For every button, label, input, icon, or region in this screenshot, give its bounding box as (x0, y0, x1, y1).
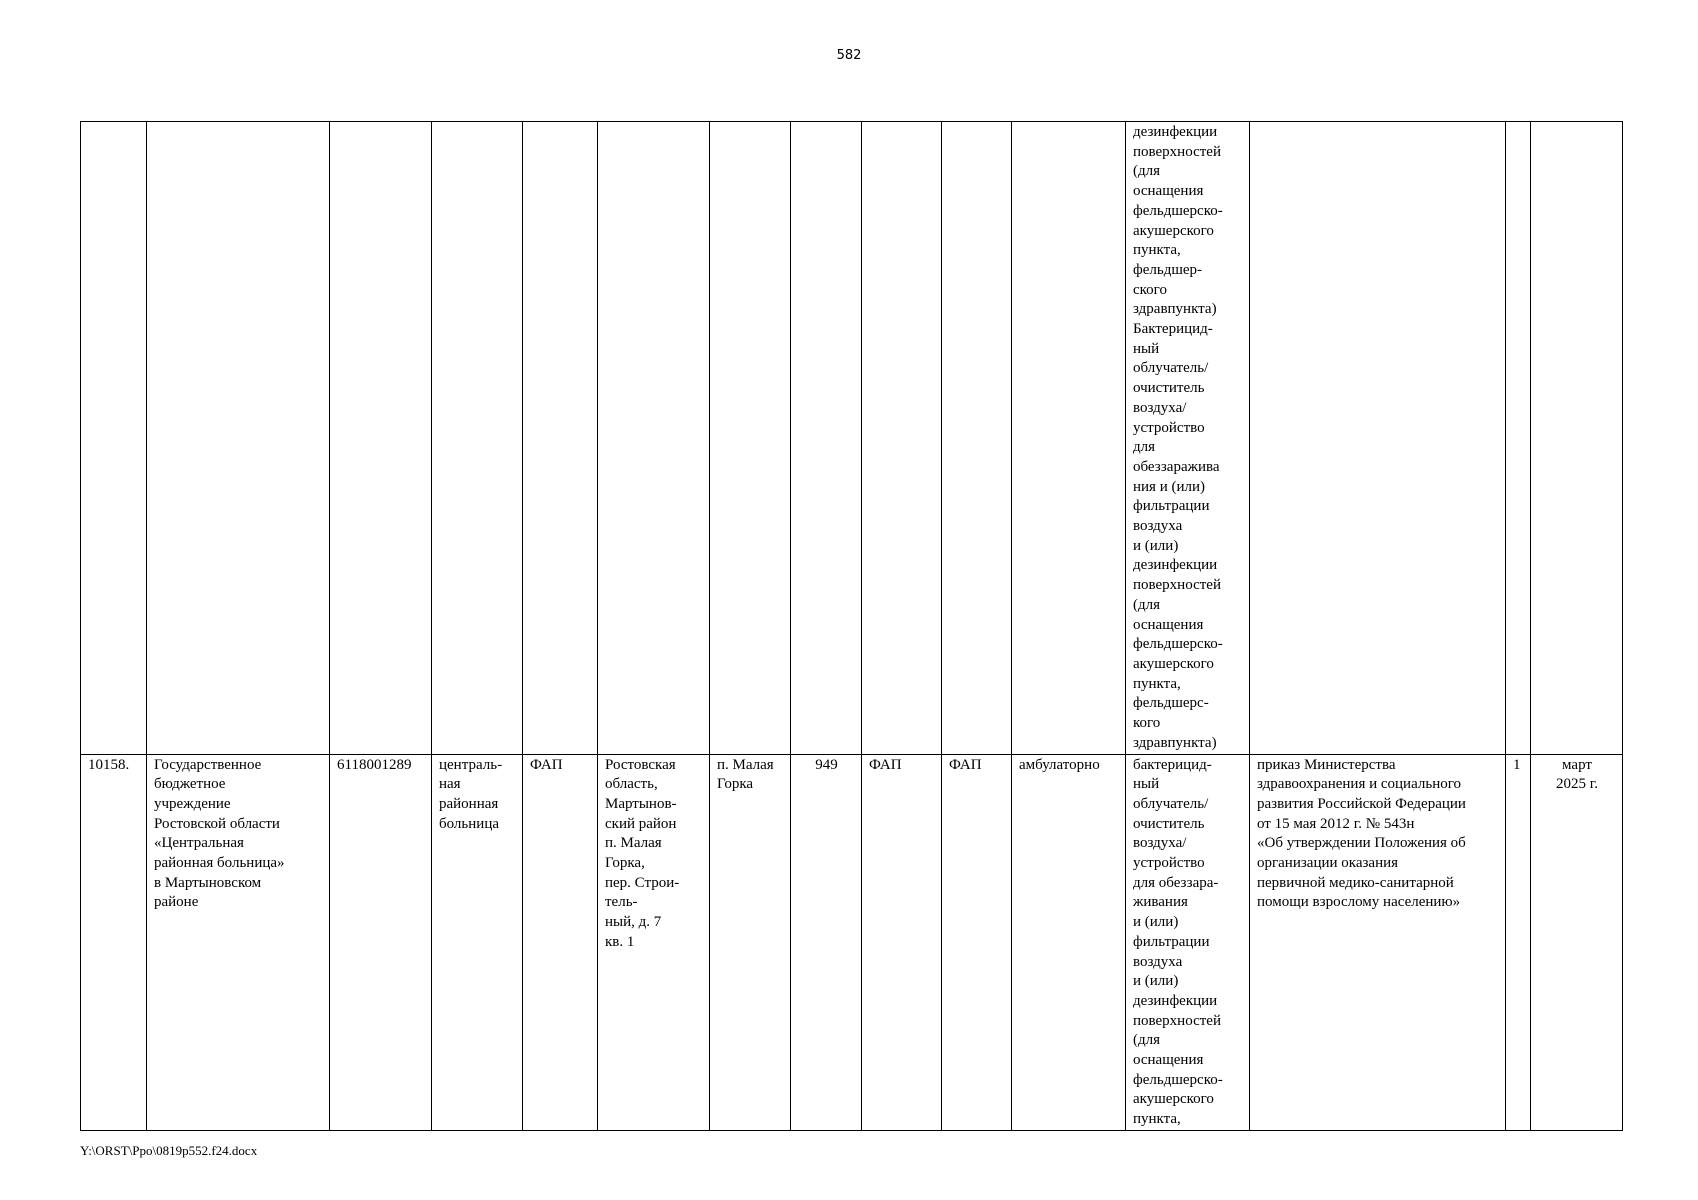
cell-inn (330, 122, 432, 755)
cell-regulation (1250, 122, 1506, 755)
data-table (80, 121, 1623, 1131)
cell-unit-type: ФАП (523, 754, 598, 1130)
cell-deadline (1531, 122, 1623, 755)
cell-org-type (432, 122, 523, 755)
cell-organization: Государственное бюджетное учреждение Ростовской области «Центральная районная больница» в Мартыновском районе (147, 754, 330, 1130)
cell-deadline: март 2025 г. (1531, 754, 1623, 1130)
cell-regulation: приказ Министерства здравоохранения и социального развития Российской Федерации от 15 мая 2012 г. № 543н «Об утверждении Положения об организации оказания первичной медико-санитарной помощи взрослому населению» (1250, 754, 1506, 1130)
cell-care-form (1012, 122, 1126, 755)
cell-unit-current: ФАП (862, 754, 942, 1130)
cell-population: 949 (791, 754, 862, 1130)
cell-organization (147, 122, 330, 755)
page-number: 582 (836, 48, 862, 63)
cell-inn: 6118001289 (330, 754, 432, 1130)
cell-care-form: амбулаторно (1012, 754, 1126, 1130)
table-row-continuation (81, 122, 1623, 755)
cell-unit-planned: ФАП (942, 754, 1012, 1130)
cell-number: 10158. (81, 754, 147, 1130)
cell-unit-current (862, 122, 942, 755)
cell-equipment: дезинфекции поверхностей (для оснащения фельдшерско- акушерского пункта, фельдшер- ского здравпункта) Бактерицид- ный облучатель/ очиститель воздуха/ устройство для обеззаражива ния и (или) фильтрации воздуха и (или) дезинфекции поверхностей (для оснащения фельдшерско- акушерского пункта, фельдшерс- кого здравпункта) (1126, 122, 1250, 755)
cell-address (598, 122, 710, 755)
cell-quantity (1506, 122, 1531, 755)
cell-org-type: централь- ная районная больница (432, 754, 523, 1130)
cell-equipment: бактерицид- ный облучатель/ очиститель воздуха/ устройство для обеззара- живания и (или) фильтрации воздуха и (или) дезинфекции поверхностей (для оснащения фельдшерско- акушерского пункта, (1126, 754, 1250, 1130)
cell-quantity: 1 (1506, 754, 1531, 1130)
file-path-footer: Y:\ORST\Ppo\0819p552.f24.docx (80, 1143, 258, 1158)
cell-settlement (710, 122, 791, 755)
table-row (81, 754, 1623, 1130)
cell-unit-planned (942, 122, 1012, 755)
cell-unit-type (523, 122, 598, 755)
cell-address: Ростовская область, Мартынов- ский район п. Малая Горка, пер. Строи- тель- ный, д. 7 кв. 1 (598, 754, 710, 1130)
cell-number (81, 122, 147, 755)
cell-settlement: п. Малая Горка (710, 754, 791, 1130)
cell-population (791, 122, 862, 755)
